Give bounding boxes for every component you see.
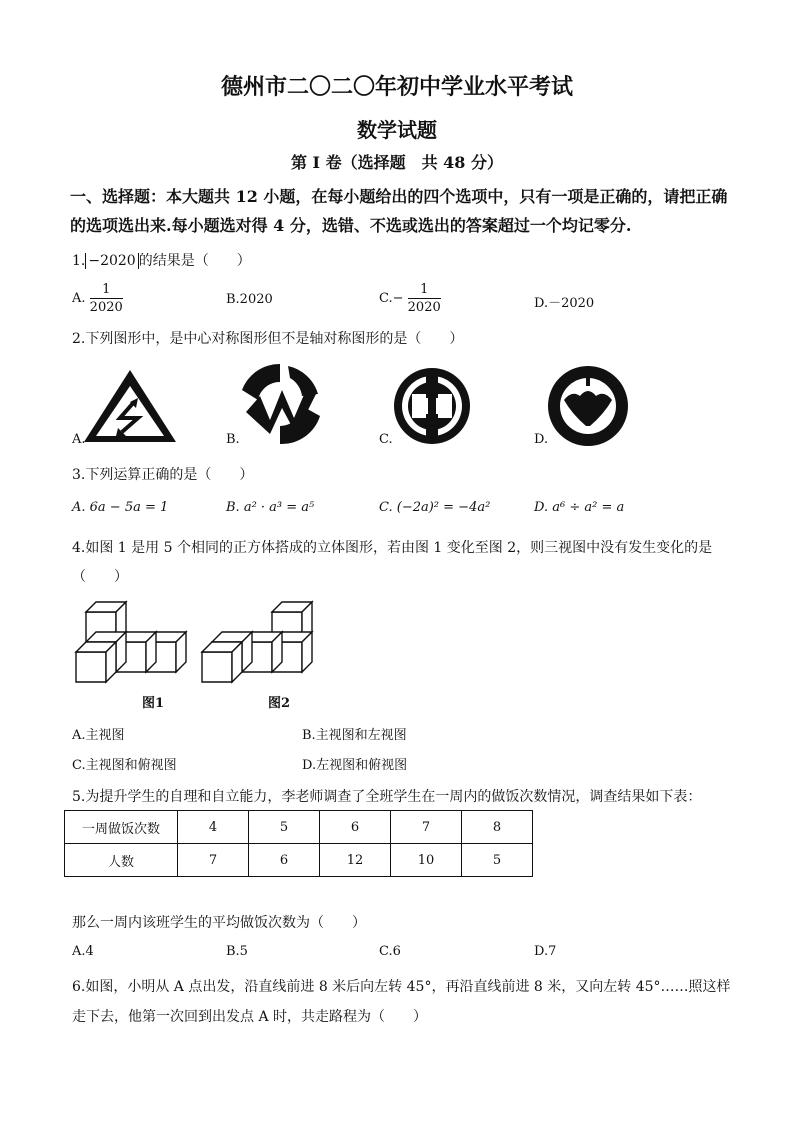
- q1-a-label: A.: [72, 291, 86, 306]
- q3-option-d: D. a⁶ ÷ a² = a: [534, 500, 625, 515]
- q1-option-a: [72, 281, 123, 316]
- q1-c-denominator: 2020: [407, 300, 441, 315]
- subject-title: 数学试题: [357, 118, 437, 142]
- q1-option-c: [379, 281, 441, 316]
- q2-option-d: D.: [534, 432, 549, 447]
- q3-option-a: A. 6a − 5a = 1: [72, 500, 169, 515]
- q2-option-b: B.: [226, 432, 240, 447]
- q1-a-denominator: 2020: [89, 300, 123, 315]
- figure-1-label: 图1: [142, 696, 165, 711]
- q3-option-c: C. (−2a)² = −4a²: [379, 500, 491, 515]
- table-cell: 4: [178, 811, 249, 844]
- exam-title: 德州市二〇二〇年初中学业水平考试: [220, 74, 573, 100]
- table-cell: 12: [320, 844, 391, 877]
- part-title: 第 I 卷（选择题 共 48 分）: [290, 153, 504, 172]
- q1-a-fraction: [90, 281, 123, 316]
- table-cell: 7: [391, 811, 462, 844]
- q1-number: 1.: [72, 253, 86, 269]
- q4-option-d: D.左视图和俯视图: [302, 758, 408, 773]
- railway-logo-icon: [392, 366, 472, 446]
- figure-2-cubes: [202, 602, 312, 682]
- q1-abs-value: −2020: [85, 253, 138, 269]
- table-cell: 6: [320, 811, 391, 844]
- table-cell: 7: [178, 844, 249, 877]
- q4-stem-line1: 4.如图 1 是用 5 个相同的正方体搭成的立体图形，若由图 1 变化至图 2，则三视图中没有发生变化的是: [72, 540, 713, 556]
- table-cell: 6: [249, 844, 320, 877]
- q4-stem-line2: （ ）: [72, 569, 128, 585]
- table-cell: 10: [391, 844, 462, 877]
- q2-option-a: A.: [72, 432, 86, 447]
- q5-question: 那么一周内该班学生的平均做饭次数为（ ）: [72, 915, 366, 931]
- q4-option-a: A.主视图: [72, 728, 125, 743]
- table-cell: 5: [462, 844, 533, 877]
- q1-option-d: D.－2020: [534, 296, 595, 311]
- table-cell: 8: [462, 811, 533, 844]
- q1-suffix: 的结果是（ ）: [138, 253, 251, 269]
- q6-stem-line2: 走下去，他第一次回到出发点 A 时，共走路程为（ ）: [72, 1009, 428, 1025]
- figure-1-cubes: [76, 602, 186, 682]
- figure-2-label: 图2: [268, 696, 291, 711]
- q2-stem: 2.下列图形中，是中心对称图形但不是轴对称图形的是（ ）: [72, 331, 464, 347]
- q5-option-a: A.4: [72, 944, 94, 959]
- q5-option-c: C.6: [379, 944, 401, 959]
- swirl-w-logo-icon: [236, 360, 324, 446]
- q1-stem: [72, 250, 251, 270]
- ginkgo-leaf-logo-icon: [546, 364, 630, 448]
- q4-option-c: C.主视图和俯视图: [72, 758, 177, 773]
- q2-option-c: C.: [379, 432, 393, 447]
- q5-stem: 5.为提升学生的自理和自立能力，李老师调查了全班学生在一周内的做饭次数情况，调查结果如下表：: [72, 789, 702, 805]
- q4-option-b: B.主视图和左视图: [302, 728, 407, 743]
- cube-figures: [72, 596, 322, 688]
- q3-stem: 3.下列运算正确的是（ ）: [72, 467, 254, 483]
- table-cell: 5: [249, 811, 320, 844]
- road-sign-triangle-icon: [82, 368, 178, 444]
- q6-stem-line1: 6.如图，小明从 A 点出发，沿直线前进 8 米后向左转 45°，再沿直线前进 8 米，又向左转 45°……照这样: [72, 979, 731, 995]
- q1-c-numerator: 1: [408, 281, 441, 299]
- q1-c-label: C.−: [379, 291, 404, 306]
- q5-option-b: B.5: [226, 944, 248, 959]
- table-row: [65, 844, 533, 877]
- table-row: [65, 811, 533, 844]
- table-row-header: 一周做饭次数: [65, 811, 178, 844]
- q3-option-b: B. a² · a³ = a⁵: [226, 500, 315, 515]
- q1-c-fraction: [408, 281, 441, 316]
- q1-a-numerator: 1: [90, 281, 123, 299]
- q1-option-b: B.2020: [226, 292, 273, 307]
- q5-option-d: D.7: [534, 944, 557, 959]
- section-instructions-line1: 一、选择题：本大题共 12 小题，在每小题给出的四个选项中，只有一项是正确的，请把正确: [70, 187, 728, 206]
- table-row-header: 人数: [65, 844, 178, 877]
- section-instructions-line2: 的选项选出来.每小题选对得 4 分，选错、不选或选出的答案超过一个均记零分.: [70, 216, 632, 235]
- q5-data-table: [64, 810, 533, 877]
